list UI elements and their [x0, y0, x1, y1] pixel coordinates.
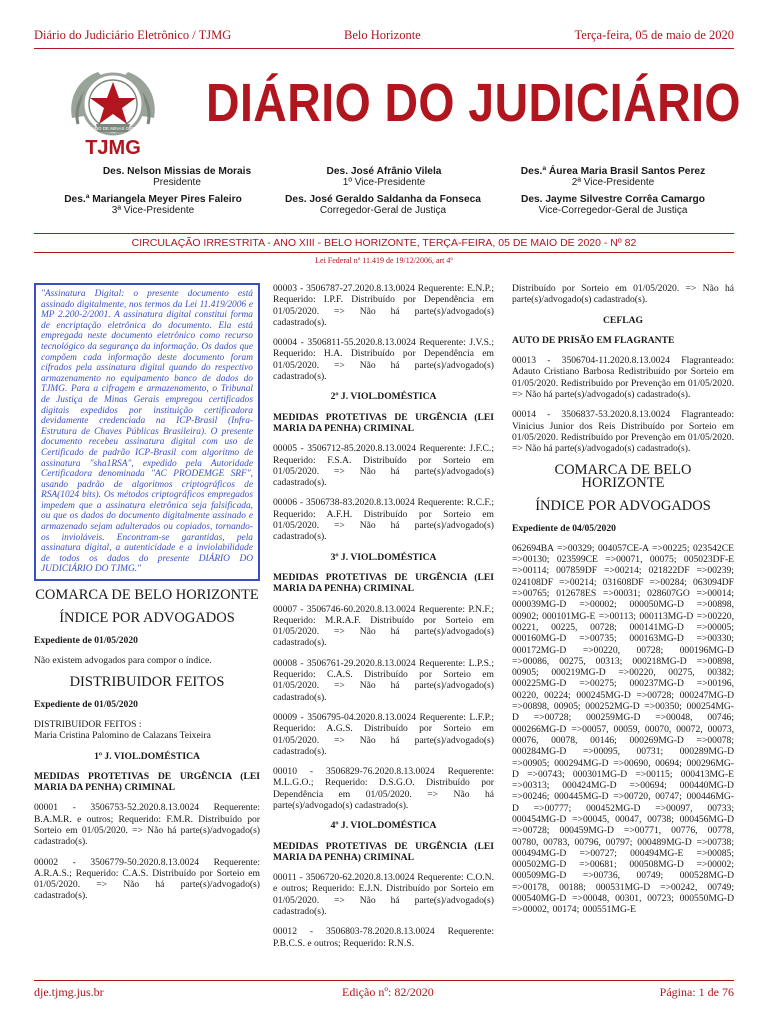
column-2	[273, 283, 494, 958]
footer-rule	[34, 980, 734, 981]
svg-text:TJMG: TJMG	[85, 137, 141, 159]
indice-heading: ÍNDICE POR ADVOGADOS	[59, 610, 235, 627]
masthead-title: DIÁRIO DO JUDICIÁRIO	[206, 73, 741, 133]
digital-signature-notice: "Assinatura Digital: o presente documento está assinado digitalmente, nos termos da Lei 11.419/2006 e MP 2.200-2/2001. A assinatura digital constitui forma de encriptação eletrônica do documento. Ela está empregada neste documento eletrônico como recurso tecnológico da segurança da informação. Os dados que compõem cada informação deste documento foram cifrados pela assinatura digital quando do respectivo armazenamento no equipamento banco de dados do TJMG. Para a cifragem e armazenamento, o Tribunal de Justiça de Minas Gerais empregou certificados digitais expedidos por instituição certificadora devidamente credenciada na ICP-Brasil (Infra-Estrutura de Chaves Públicas Brasileira). O presente documento recebeu assinatura digital com uso de Certificado de padrão ICP-Brasil com algoritmo de assinatura "sha1RSA", expedido pela Autoridade Certificadora denominada "AC PRODEMGE SRF", usando padrão de algoritmos criptográficos de RSA(1024 bits). Os métodos criptográficos empregados impedem que a assinatura eletrônica seja falsificada, ou que os dados do documento digitalmente assinado e armazenado sejam adulterados ou copiados, tornando-os invioláveis. Encontram-se garantidas, pela assinatura digital, a autenticidade e a inviolabilidade de todos os dados do presente DIÁRIO DO JUDICIÁRIO DO TJMG."	[34, 283, 260, 581]
case-entry-continued: Distribuído por Sorteio em 01/05/2020. => Não há parte(s)/advogado(s) cadastrado(s).	[512, 283, 734, 306]
footer-edition: Edição nº: 82/2020	[342, 985, 434, 999]
case-entry: 00007 - 3506746-60.2020.8.13.0024 Requerente: P.N.F.; Requerido: M.R.A.F. Distribuído por Sorteio em 01/05/2020. => Não há parte(s)/advogado(s) cadastrado(s).	[273, 603, 494, 649]
distribuidor-heading: DISTRIBUIDOR FEITOS	[69, 673, 225, 690]
section-heading: CEFLAG	[603, 314, 643, 326]
official-vice-corregedor: Des. Jayme Silvestre Corrêa Camargo Vice-Corregedor-Geral de Justiça	[520, 194, 706, 216]
official-corregedor: Des. José Geraldo Saldanha da Fonseca Corregedor-Geral de Justiça	[285, 194, 481, 216]
distribuidor-info: DISTRIBUIDOR FEITOS : Maria Cristina Palomino de Calazans Teixeira	[34, 718, 211, 742]
footer-page-number: Página: 1 de 76	[659, 985, 734, 999]
section-heading: 3º J. VIOL.DOMÉSTICA	[330, 551, 437, 563]
case-entry: 00008 - 3506761-29.2020.8.13.0024 Requerente: L.P.S.; Requerido: C.A.S. Distribuído por Sorteio em 01/05/2020. => Não há parte(s)/advogado(s) cadastrado(s).	[273, 657, 494, 703]
subsection-heading: MEDIDAS PROTETIVAS DE URGÊNCIA (LEI MARIA DA PENHA) CRIMINAL	[273, 840, 494, 863]
official-vp2: Des.ª Áurea Maria Brasil Santos Perez 2ª Vice-Presidente	[520, 166, 706, 188]
header-city: Belo Horizonte	[344, 28, 421, 42]
case-entry: 00012 - 3506803-78.2020.8.13.0024 Requerente: P.B.C.S. e outros; Requerido: R.N.S.	[273, 926, 494, 949]
empty-index-note: Não existem advogados para compor o índice.	[34, 655, 212, 667]
official-vp1: Des. José Afrânio Vilela 1º Vice-Presidente	[326, 166, 442, 188]
subsection-heading: AUTO DE PRISÃO EM FLAGRANTE	[512, 334, 675, 346]
case-entry: 00014 - 3506837-53.2020.8.13.0024 Flagranteado: Vinicius Junior dos Reis Distribuído por Sorteio em 01/05/2020. Redistribuído por Prevenção em 01/05/2020. => Não há parte(s)/advogado(s) cadastrado(s).	[512, 409, 734, 455]
circulation-banner: CIRCULAÇÃO IRRESTRITA - ANO XIII - BELO HORIZONTE, TERÇA-FEIRA, 05 DE MAIO DE 2020 - Nº 82	[34, 233, 734, 253]
subsection-heading: MEDIDAS PROTETIVAS DE URGÊNCIA (LEI MARIA DA PENHA) CRIMINAL	[273, 411, 494, 434]
section-heading: 1º J. VIOL.DOMÉSTICA	[94, 750, 200, 762]
expediente-label: Expediente de 04/05/2020	[512, 522, 616, 534]
tjmg-logo	[58, 60, 168, 162]
section-heading: 4º J. VIOL.DOMÉSTICA	[330, 820, 437, 832]
law-reference: Lei Federal nº 11.419 de 19/12/2006, art 4º	[315, 256, 453, 265]
case-entry: 00001 - 3506753-52.2020.8.13.0024 Requerente: B.A.M.R. e outros; Requerido: F.M.R. Distribuído por Sorteio em 01/05/2020. => Não há parte(s)/advogado(s) cadastrado(s).	[34, 802, 260, 848]
header-rule	[34, 48, 734, 49]
case-entry: 00002 - 3506779-50.2020.8.13.0024 Requerente: A.R.A.S.; Requerido: C.A.S. Distribuído por Sorteio em 01/05/2020. => Não há parte(s)/advogado(s) cadastrado(s).	[34, 856, 260, 902]
section-heading: 2º J. VIOL.DOMÉSTICA	[330, 391, 437, 403]
expediente-label: Expediente de 01/05/2020	[34, 635, 138, 647]
comarca-heading: COMARCA DE BELO HORIZONTE	[554, 461, 692, 491]
svg-text:ESTADO DE MINAS GERAIS: ESTADO DE MINAS GERAIS	[83, 126, 143, 131]
case-entry: 00004 - 3506811-55.2020.8.13.0024 Requerente: J.V.S.; Requerido: H.A. Distribuído por Dependência em 01/05/2020. => Não há parte(s)/advogado(s) cadastrado(s).	[273, 337, 494, 383]
case-entry: 00005 - 3506712-85.2020.8.13.0024 Requerente: J.F.C.; Requerido: F.S.A. Distribuído por Sorteio em 01/05/2020. => Não há parte(s)/advogado(s) cadastrado(s).	[273, 443, 494, 489]
subsection-heading: MEDIDAS PROTETIVAS DE URGÊNCIA (LEI MARIA DA PENHA) CRIMINAL	[273, 571, 494, 595]
tjmg-seal-icon	[58, 60, 168, 162]
lawyer-index-list: 062694BA =>00329; 004057CE-A =>00225; 023542CE =>00130; 023599CE =>00071, 00075; 005023DF-E =>00114; 007859DF =>00214; 021822DF =>00239; 024108DF =>00214; 031608DF =>00284; 063094DF =>00765; 012678ES =>00031; 028607GO =>00014; 000039MG-D =>00002; 000050MG-D =>00898, 00902; 000101MG-E =>00113; 000113MG-D =>00220, 00221, 00225, 00728; 000141MG-D =>00005; 000160MG-D =>00735; 000163MG-D =>00330; 000172MG-D =>00220, 00728; 000196MG-D =>00086, 00275, 00313; 000218MG-D =>00898, 00905; 000219MG-D =>00220, 00275, 00382; 000225MG-D =>00275; 000237MG-D =>00196, 00220, 00224; 000245MG-D =>00728; 000247MG-D =>00898, 00905; 000252MG-D =>00350; 000254MG-D =>00728; 000259MG-D =>00048, 00746; 000266MG-D =>00057, 00059, 00070, 00072, 00073, 00076, 00078, 00146; 000269MG-D =>00078; 000284MG-D =>00095, 00731; 000289MG-D =>00905; 000294MG-D =>00690, 00694; 000296MG-D =>00743; 000301MG-D =>00115; 000413MG-E =>00313; 000424MG-D =>00694; 000440MG-D =>00246; 000445MG-D =>00720, 00747; 000446MG-D =>00777; 000452MG-D =>00097, 00733; 000454MG-D =>00045, 00047, 00738; 000456MG-D =>00728; 000459MG-D =>00771, 00776, 00778, 00780, 00783, 00796, 00797; 000489MG-D =>00738; 000494MG-D =>00727; 000494MG-E =>00085; 000502MG-D =>00681; 000508MG-D =>00002; 000509MG-D =>00736, 00749; 000528MG-D =>00178, 00188; 000531MG-D =>00242, 00749; 000540MG-D =>00048, 00301, 00723; 000550MG-D =>00002, 00174; 000551MG-E	[512, 542, 734, 916]
header-date: Terça-feira, 05 de maio de 2020	[574, 28, 734, 42]
case-entry: 00009 - 3506795-04.2020.8.13.0024 Requerente: L.F.P.; Requerido: A.G.S. Distribuído por Sorteio em 01/05/2020. => Não há parte(s)/advogado(s) cadastrado(s).	[273, 711, 494, 757]
column-1	[34, 283, 260, 911]
official-president: Des. Nelson Missias de Morais Presidente	[102, 166, 252, 188]
header-journal-name: Diário do Judiciário Eletrônico / TJMG	[34, 28, 232, 42]
case-entry: 00010 - 3506829-76.2020.8.13.0024 Requerente: M.L.G.O.; Requerido: D.S.G.O. Distribuído por Dependência em 01/05/2020. => Não há parte(s)/advogado(s) cadastrado(s).	[273, 766, 494, 811]
case-entry: 00003 - 3506787-27.2020.8.13.0024 Requerente: E.N.P.; Requerido: I.P.F. Distribuído por Dependência em 01/05/2020. => Não há parte(s)/advogado(s) cadastrado(s).	[273, 283, 494, 328]
case-entry: 00013 - 3506704-11.2020.8.13.0024 Flagranteado: Adauto Cristiano Barbosa Redistribuído por Sorteio em 01/05/2020. Redistribuído por Prevenção em 01/05/2020. => Não há parte(s)/advogado(s) cadastrado(s).	[512, 355, 734, 401]
indice-heading: ÍNDICE POR ADVOGADOS	[535, 497, 711, 514]
expediente-label: Expediente de 01/05/2020	[34, 698, 138, 710]
footer-url[interactable]: dje.tjmg.jus.br	[34, 985, 104, 999]
case-entry: 00011 - 3506720-62.2020.8.13.0024 Requerente: C.O.N. e outros; Requerido: E.J.N. Distribuído por Sorteio em 01/05/2020. => Não há parte(s)/advogado(s) cadastrado(s).	[273, 872, 494, 918]
subsection-heading: MEDIDAS PROTETIVAS DE URGÊNCIA (LEI MARIA DA PENHA) CRIMINAL	[34, 770, 260, 794]
official-vp3: Des.ª Mariangela Meyer Pires Faleiro 3ª Vice-Presidente	[64, 194, 242, 216]
case-entry: 00006 - 3506738-83.2020.8.13.0024 Requerente: R.C.F.; Requerido: A.F.H. Distribuído por Sorteio em 01/05/2020. => Não há parte(s)/advogado(s) cadastrado(s).	[273, 497, 494, 543]
comarca-heading: COMARCA DE BELO HORIZONTE	[35, 587, 259, 604]
column-3	[512, 283, 734, 976]
